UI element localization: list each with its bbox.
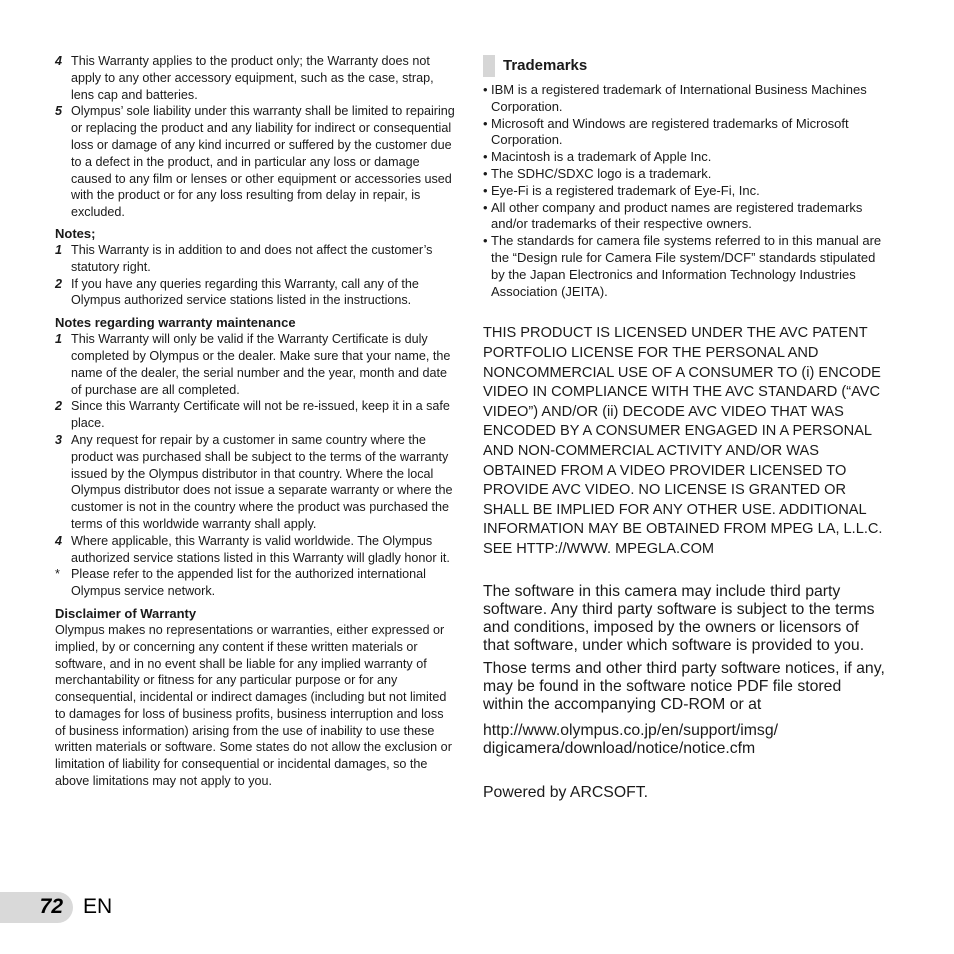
maintenance-list [55, 331, 455, 600]
maintenance-item [55, 398, 455, 432]
warranty-item [55, 103, 455, 221]
language-code: EN [83, 895, 113, 918]
powered-by-text: Powered by ARCSOFT. [483, 784, 649, 802]
notes-list [55, 242, 455, 309]
maintenance-item-number: * [55, 567, 60, 582]
warranty-item-number: 5 [55, 104, 63, 119]
notes-item-number: 1 [55, 242, 63, 257]
trademark-item: • The SDHC/SDXC logo is a trademark. [483, 166, 885, 183]
maintenance-item-number: 3 [55, 432, 63, 447]
software-paragraph-1: The software in this camera may include third party software. Any third party software is subject to the terms and conditions, imposed by the owners or licensors of that software, under which software is provided to you. [483, 583, 875, 655]
disclaimer-heading: Disclaimer of Warranty [55, 605, 197, 621]
disclaimer-text: Olympus makes no representations or warranties, either expressed or implied, by or concerning any content if these written materials or software, and in no event shall be liable for any implied warranty of merchantability or fitness for any particular purpose or for any consequential, incidental or indirect damages (including but not limited to damages for loss of business profits, business interruption and loss of business information) arising from the use of inability to use these written materials or software. Some states do not allow the exclusion or limitation of liability for consequential or incidental damages, so the above limitations may not apply to you. [55, 622, 452, 789]
maintenance-item [55, 432, 455, 533]
right-column [483, 55, 885, 802]
notes-item-text: This Warranty is in addition to and does not affect the customer’s statutory right. [71, 242, 433, 274]
warranty-item-text: This Warranty applies to the product only; the Warranty does not apply to any other accessory equipment, such as the case, strap, lens cap and batteries. [71, 54, 434, 102]
notes-item [55, 242, 455, 276]
trademarks-header [483, 55, 885, 77]
notes-heading: Notes; [55, 225, 96, 241]
trademark-item: • Microsoft and Windows are registered trademarks of Microsoft Corporation. [483, 116, 885, 150]
trademark-item: • All other company and product names are registered trademarks and/or trademarks of their respective owners. [483, 200, 885, 234]
trademark-list [483, 82, 885, 300]
maintenance-item-text: Since this Warranty Certificate will not be re-issued, keep it in a safe place. [71, 399, 450, 431]
trademarks-heading: Trademarks [503, 57, 588, 74]
warranty-terms-list [55, 53, 455, 221]
maintenance-item [55, 331, 455, 398]
page-number-tab [0, 892, 73, 923]
maintenance-item-text: This Warranty will only be valid if the Warranty Certificate is duly completed by Olympus or the dealer. Make sure that your name, the name of the dealer, the serial number and the year, month and date of purchase are all completed. [71, 332, 451, 397]
maintenance-item-text: Please refer to the appended list for the authorized international Olympus service network. [71, 567, 426, 599]
maintenance-item-text: Any request for repair by a customer in same country where the product was purchased shall be subject to the terms of the warranty issued by the Olympus distributor in that country. Where the local Olympus distributor does not issue a separate warranty or where the customer is not in the country where the product was purchased the terms of this worldwide warranty shall apply. [71, 432, 453, 531]
trademark-item: • Macintosh is a trademark of Apple Inc. [483, 149, 885, 166]
trademark-item: • Eye-Fi is a registered trademark of Eye-Fi, Inc. [483, 183, 885, 200]
notes-item [55, 276, 455, 310]
software-paragraph-2: Those terms and other third party software notices, if any, may be found in the software notice PDF file stored within the accompanying CD-ROM or at [483, 660, 885, 714]
maintenance-item-number: 1 [55, 332, 63, 347]
avc-license-text: THIS PRODUCT IS LICENSED UNDER THE AVC PATENT PORTFOLIO LICENSE FOR THE PERSONAL AND NONCOMMERCIAL USE OF A CONSUMER TO (i) ENCODE VIDEO IN COMPLIANCE WITH THE AVC STANDARD (“AVC VIDEO”) AND/OR (ii) DECODE AVC VIDEO THAT WAS ENCODED BY A CONSUMER ENGAGED IN A PERSONAL AND NON-COMMERCIAL ACTIVITY AND/OR WAS OBTAINED FROM A VIDEO PROVIDER LICENSED TO PROVIDE AVC VIDEO. NO LICENSE IS GRANTED OR SHALL BE IMPLIED FOR ANY OTHER USE. ADDITIONAL INFORMATION MAY BE OBTAINED FROM MPEG LA, L.L.C. SEE HTTP://WWW. MPEGLA.COM [483, 325, 883, 557]
trademark-item: • IBM is a registered trademark of International Business Machines Corporation. [483, 82, 885, 116]
section-marker-bar [483, 55, 495, 77]
notes-item-text: If you have any queries regarding this Warranty, call any of the Olympus authorized service stations listed in the instructions. [71, 276, 419, 308]
maintenance-item-text: Where applicable, this Warranty is valid worldwide. The Olympus authorized service stations listed in this Warranty will gladly honor it. [71, 533, 450, 565]
trademark-item: • The standards for camera file systems referred to in this manual are the “Design rule for Camera File system/DCF” standards stipulated by the Japan Electronics and Information Technology Industries Association (JEITA). [483, 233, 885, 300]
page-number: 72 [39, 895, 63, 918]
maintenance-item [55, 533, 455, 567]
third-party-software-notice [483, 583, 885, 714]
maintenance-item-number: 2 [55, 399, 63, 414]
maintenance-item-number: 4 [55, 533, 63, 548]
warranty-item-number: 4 [55, 54, 63, 68]
warranty-item [55, 53, 455, 103]
software-notice-url: http://www.olympus.co.jp/en/support/imsg/ digicamera/download/notice/notice.cfm [483, 722, 779, 758]
warranty-item-text: Olympus’ sole liability under this warranty shall be limited to repairing or replacing the product and any liability for indirect or consequential loss or damage of any kind incurred or suffered by the customer due to a defect in the product, and in particular any loss or damage caused to any film or lenses or other equipment or accessories used with the product or for any loss resulting from delay in repair, is excluded. [71, 104, 455, 220]
notes-item-number: 2 [55, 276, 63, 291]
maintenance-heading: Notes regarding warranty maintenance [55, 315, 296, 331]
maintenance-item [55, 566, 455, 600]
left-column [55, 53, 455, 790]
